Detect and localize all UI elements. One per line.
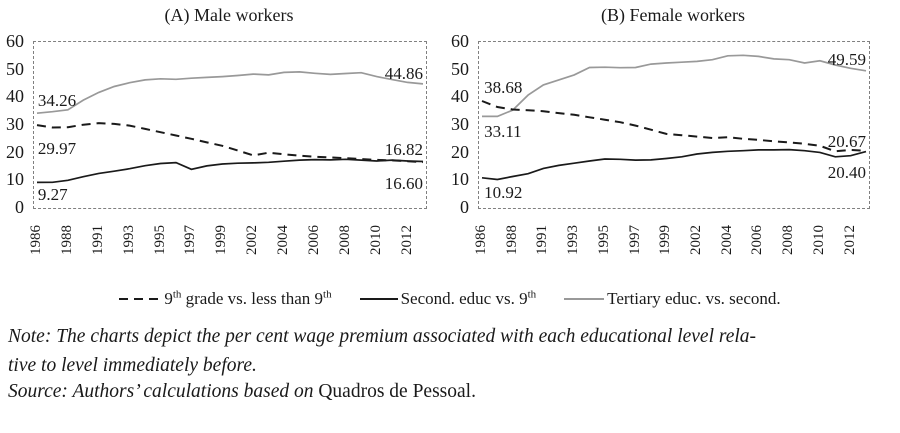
series-line	[482, 55, 866, 116]
note-line-2: tive to level immediately before.	[8, 355, 257, 376]
y-tick-label: 60	[451, 31, 469, 51]
y-tick-label: 20	[6, 141, 24, 162]
x-tick-label: 1986	[28, 225, 44, 255]
x-tick-label: 1991	[534, 225, 551, 255]
x-tick-label: 2002	[688, 225, 705, 255]
y-tick-label: 10	[451, 169, 469, 190]
panel-a-title: (A) Male workers	[164, 5, 294, 25]
y-tick-label: 60	[6, 31, 24, 51]
legend-item-secondary	[360, 289, 537, 309]
x-tick-label: 1993	[120, 225, 137, 255]
x-tick-label: 1995	[151, 225, 168, 255]
x-tick-label: 2008	[336, 225, 353, 255]
x-tick-label: 1997	[626, 225, 643, 255]
panel-b-title: (B) Female workers	[601, 5, 745, 25]
value-label: 20.40	[827, 162, 866, 182]
y-tick-label: 40	[6, 86, 24, 107]
y-tick-label: 50	[6, 58, 24, 79]
legend-label	[607, 289, 780, 309]
note-line-1: Note: The charts depict the per cent wage premium associated with each educational level rela-	[8, 326, 757, 347]
value-label: 20.67	[827, 132, 866, 152]
x-tick-label: 1999	[213, 225, 230, 255]
gray-line-sample	[564, 298, 604, 300]
series-line	[37, 72, 423, 113]
series-line	[482, 101, 866, 151]
series-line	[37, 123, 423, 162]
x-tick-label: 1986	[473, 225, 489, 255]
legend-text-part: Second. educ vs. 9	[400, 289, 528, 308]
x-tick-label: 2006	[305, 225, 322, 255]
dashed-line-sample	[119, 298, 161, 300]
y-tick-label: 50	[451, 58, 469, 79]
x-tick-label: 2010	[810, 225, 827, 255]
x-tick-label: 2004	[275, 225, 292, 255]
y-tick-label: 0	[460, 197, 469, 217]
source-text	[8, 381, 476, 403]
x-tick-label: 2004	[718, 225, 735, 255]
legend-label	[164, 289, 331, 309]
chart-canvas	[479, 42, 869, 208]
chart-canvas	[34, 42, 426, 208]
x-tick-label: 1988	[503, 225, 520, 255]
legend-text-part: Tertiary educ. vs. second.	[607, 289, 781, 308]
y-tick-label: 10	[6, 169, 24, 190]
value-label: 16.60	[384, 174, 423, 194]
value-label: 34.26	[37, 91, 77, 111]
value-label: 33.11	[484, 121, 522, 141]
y-tick-label: 20	[451, 141, 469, 162]
panel-b-x-axis	[473, 212, 868, 266]
value-label: 29.97	[37, 138, 77, 158]
value-label: 38.68	[484, 77, 523, 97]
x-tick-label: 1997	[182, 225, 199, 255]
legend-text-part: 9	[164, 289, 173, 308]
y-tick-label: 30	[451, 114, 469, 134]
x-tick-label: 2002	[244, 225, 261, 255]
panel-a-x-axis	[28, 212, 425, 266]
x-tick-label: 2010	[367, 225, 384, 255]
x-tick-label: 1993	[565, 225, 582, 255]
value-label: 49.59	[827, 49, 866, 69]
x-tick-label: 2008	[780, 225, 797, 255]
y-tick-label: 30	[6, 114, 24, 134]
legend-label	[401, 289, 537, 309]
panel-b-plot	[478, 41, 870, 209]
x-tick-label: 1991	[89, 225, 106, 255]
legend	[0, 289, 900, 309]
series-line	[482, 150, 866, 180]
panel-b-y-axis	[445, 31, 473, 217]
x-tick-label: 1995	[595, 225, 612, 255]
x-tick-label: 1988	[58, 225, 75, 255]
value-label: 16.82	[384, 140, 423, 160]
x-tick-label: 2006	[749, 225, 766, 255]
legend-superscript: th	[527, 288, 537, 301]
x-tick-label: 2012	[841, 225, 858, 255]
legend-superscript: th	[323, 288, 332, 301]
panel-a-plot	[33, 41, 427, 209]
value-label: 9.27	[37, 184, 68, 204]
source-italic-part: Source: Authors’ calculations based on	[8, 381, 319, 402]
black-line-sample	[360, 298, 398, 300]
y-tick-label: 40	[451, 86, 469, 107]
y-tick-label: 0	[15, 197, 24, 217]
legend-item-tertiary	[564, 289, 780, 309]
panel-a-y-axis	[0, 31, 28, 217]
source-roman-part: Quadros de Pessoal.	[318, 381, 476, 402]
legend-item-ninth-grade	[119, 289, 331, 309]
series-line	[37, 159, 423, 182]
x-tick-label: 1999	[657, 225, 674, 255]
value-label: 44.86	[384, 63, 423, 83]
x-tick-label: 2012	[398, 225, 415, 255]
value-label: 10.92	[484, 182, 523, 202]
legend-superscript: th	[172, 288, 182, 301]
legend-text-part: grade vs. less than 9	[181, 289, 324, 308]
